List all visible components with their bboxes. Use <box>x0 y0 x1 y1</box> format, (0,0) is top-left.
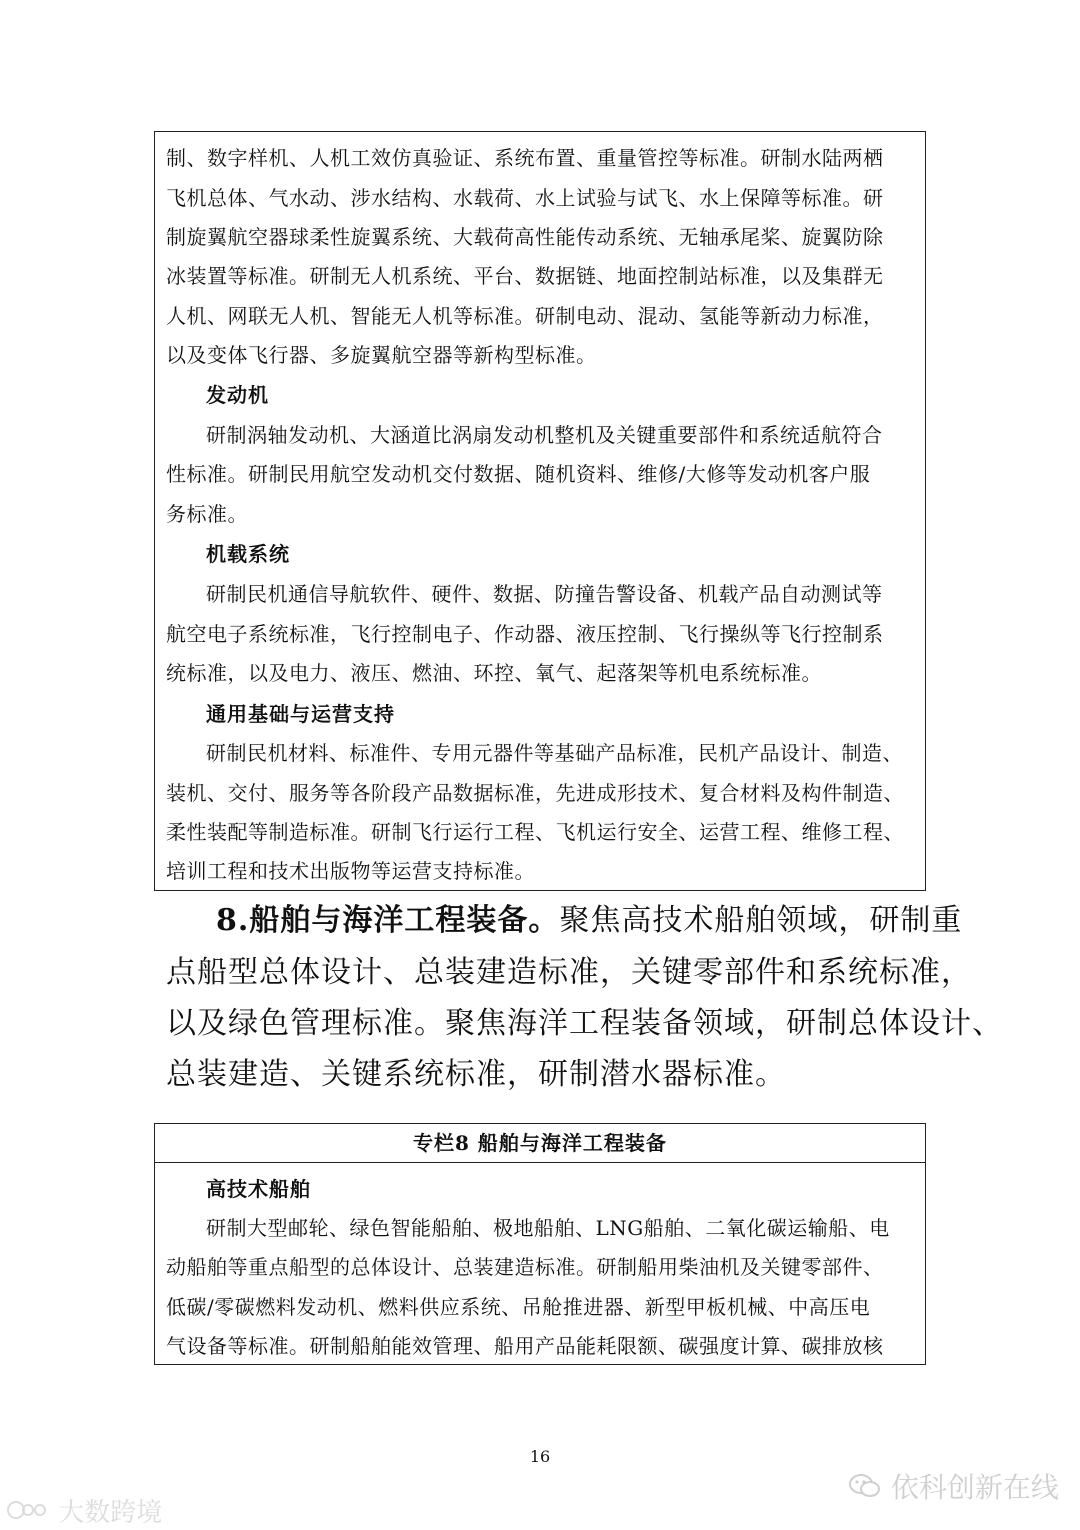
box1-intro-line-2: 飞机总体、气水动、涉水结构、水载荷、水上试验与试飞、水上保障等标准。研 <box>166 186 884 210</box>
box1-intro-line-4: 冰装置等标准。研制无人机系统、平台、数据链、地面控制站标准，以及集群无 <box>166 264 884 288</box>
body-paragraph-line-1 <box>216 900 963 942</box>
box1-intro-line-6: 以及变体飞行器、多旋翼航空器等新构型标准。 <box>166 343 597 367</box>
box1-intro-line-1: 制、数字样机、人机工效仿真验证、系统布置、重量管控等标准。研制水陆两栖 <box>166 146 884 170</box>
watermark-right-text: 依科创新在线 <box>890 1471 1059 1504</box>
box1-intro-line-3: 制旋翼航空器球柔性旋翼系统、大载荷高性能传动系统、无轴承尾桨、旋翼防除 <box>166 225 884 249</box>
engine-line-2: 性标准。研制民用航空发动机交付数据、随机资料、维修/大修等发动机客户服 <box>166 462 871 486</box>
support-line-1: 研制民机材料、标准件、专用元器件等基础产品标准，民机产品设计、制造、 <box>206 741 903 765</box>
ships-line-4: 气设备等标准。研制船舶能效管理、船用产品能耗限额、碳强度计算、碳排放核 <box>166 1334 884 1358</box>
body-paragraph-line-3: 以及绿色管理标准。聚焦海洋工程装备领域，研制总体设计、 <box>166 1006 1003 1041</box>
feature-box-title: 专栏8 船舶与海洋工程装备 <box>154 1123 926 1163</box>
support-line-4: 培训工程和技术出版物等运营支持标准。 <box>166 859 535 883</box>
body-paragraph-lead: 8.船舶与海洋工程装备。 <box>216 903 560 938</box>
watermark-left-text: 大数跨境 <box>58 1498 163 1528</box>
watermark-right <box>848 1466 1059 1507</box>
ships-line-1: 研制大型邮轮、绿色智能船舶、极地船舶、LNG船舶、二氧化碳运输船、电 <box>206 1216 890 1240</box>
body-paragraph-line-4: 总装建造、关键系统标准，研制潜水器标准。 <box>166 1057 786 1092</box>
section-heading-engine: 发动机 <box>206 383 269 407</box>
ships-line-3: 低碳/零碳燃料发动机、燃料供应系统、吊舱推进器、新型甲板机械、中高压电 <box>166 1295 871 1319</box>
airborne-line-1: 研制民机通信导航软件、硬件、数据、防撞告警设备、机载产品自动测试等 <box>206 582 883 606</box>
body-paragraph-line-2: 点船型总体设计、总装建造标准，关键零部件和系统标准， <box>166 955 972 990</box>
section-heading-general-support: 通用基础与运营支持 <box>206 702 395 726</box>
engine-line-1: 研制涡轴发动机、大涵道比涡扇发动机整机及关键重要部件和系统适航符合 <box>206 423 883 447</box>
ships-line-2: 动船舶等重点船型的总体设计、总装建造标准。研制船用柴油机及关键零部件、 <box>166 1255 884 1279</box>
section-heading-high-tech-ships: 高技术船舶 <box>206 1177 311 1201</box>
engine-line-3: 务标准。 <box>166 502 248 526</box>
wechat-icon <box>848 1472 882 1507</box>
support-line-2: 装机、交付、服务等各阶段产品数据标准，先进成形技术、复合材料及构件制造、 <box>166 781 904 805</box>
page-number: 16 <box>529 1447 551 1466</box>
airborne-line-3: 统标准，以及电力、液压、燃油、环控、氧气、起落架等机电系统标准。 <box>166 661 822 685</box>
section-heading-airborne-systems: 机载系统 <box>206 542 290 566</box>
airborne-line-2: 航空电子系统标准，飞行控制电子、作动器、液压控制、飞行操纵等飞行控制系 <box>166 622 884 646</box>
brand-logo-icon <box>6 1497 50 1530</box>
support-line-3: 柔性装配等制造标准。研制飞行运行工程、飞机运行安全、运营工程、维修工程、 <box>166 820 904 844</box>
box1-intro-line-5: 人机、网联无人机、智能无人机等标准。研制电动、混动、氢能等新动力标准， <box>166 304 884 328</box>
watermark-left <box>6 1492 162 1530</box>
body-paragraph-first-rest: 聚焦高技术船舶领域，研制重 <box>559 903 963 938</box>
